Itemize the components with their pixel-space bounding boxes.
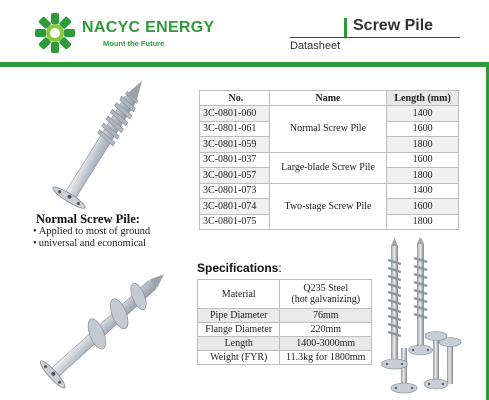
table-row bbox=[198, 323, 372, 337]
description-list bbox=[33, 226, 150, 250]
page-subtitle: Datasheet bbox=[290, 40, 341, 52]
model-no-cell: 3C-0801-061 bbox=[200, 121, 270, 137]
spec-label: Flange Diameter bbox=[198, 323, 280, 337]
specifications-table bbox=[197, 279, 372, 365]
spec-label: Material bbox=[198, 280, 280, 309]
specifications-title bbox=[197, 261, 282, 275]
spec-value: 76mm bbox=[280, 309, 372, 323]
model-no-cell: 3C-0801-037 bbox=[200, 152, 270, 168]
normal-screw-pile-image bbox=[25, 70, 185, 210]
spec-value bbox=[280, 280, 372, 309]
model-name-cell: Normal Screw Pile bbox=[269, 106, 386, 153]
screw-piles-photo bbox=[375, 238, 483, 398]
model-no-cell: 3C-0801-075 bbox=[200, 214, 270, 230]
table-header-row bbox=[200, 91, 459, 106]
table-row bbox=[198, 280, 372, 309]
spec-value: 1400-3000mm bbox=[280, 337, 372, 351]
length-cell: 1400 bbox=[387, 106, 459, 122]
description-title: Normal Screw Pile: bbox=[36, 212, 140, 226]
brand-name: NACYC ENERGY bbox=[82, 19, 215, 36]
model-no-cell: 3C-0801-057 bbox=[200, 168, 270, 184]
model-no-cell: 3C-0801-074 bbox=[200, 199, 270, 215]
table-row bbox=[198, 351, 372, 365]
title-accent-bar bbox=[344, 18, 347, 38]
model-no-cell: 3C-0801-060 bbox=[200, 106, 270, 122]
column-header-name: Name bbox=[269, 91, 386, 106]
length-cell: 1600 bbox=[387, 199, 459, 215]
title-divider bbox=[290, 37, 460, 38]
table-row bbox=[200, 106, 459, 122]
specifications-title-text: Specifications bbox=[197, 261, 279, 275]
brand-tagline: Mount the Future bbox=[103, 39, 165, 48]
spec-label: Weight (FYR) bbox=[198, 351, 280, 365]
spec-value: 220mm bbox=[280, 323, 372, 337]
column-header-length: Length (mm) bbox=[387, 91, 459, 106]
length-cell: 1400 bbox=[387, 183, 459, 199]
spec-value-line: Q235 Steel bbox=[303, 283, 349, 294]
two-stage-screw-pile-image bbox=[25, 258, 185, 398]
table-row bbox=[200, 183, 459, 199]
length-cell: 1600 bbox=[387, 121, 459, 137]
header-band bbox=[0, 62, 489, 67]
spec-label: Length bbox=[198, 337, 280, 351]
length-cell: 1800 bbox=[387, 168, 459, 184]
length-cell: 1800 bbox=[387, 214, 459, 230]
model-no-cell: 3C-0801-059 bbox=[200, 137, 270, 153]
page-title: Screw Pile bbox=[353, 17, 434, 34]
description-bullet: • universal and economical bbox=[33, 238, 150, 250]
model-name-cell: Two-stage Screw Pile bbox=[269, 183, 386, 230]
model-name-cell: Large-blade Screw Pile bbox=[269, 152, 386, 183]
models-table bbox=[199, 90, 459, 230]
spec-label: Pipe Diameter bbox=[198, 309, 280, 323]
spec-value: 11.3kg for 1800mm bbox=[280, 351, 372, 365]
table-row bbox=[200, 152, 459, 168]
table-row bbox=[198, 309, 372, 323]
length-cell: 1800 bbox=[387, 137, 459, 153]
model-no-cell: 3C-0801-073 bbox=[200, 183, 270, 199]
logo-icon bbox=[34, 12, 76, 54]
page-header bbox=[0, 0, 489, 66]
specifications-title-colon: : bbox=[278, 261, 282, 275]
length-cell: 1600 bbox=[387, 152, 459, 168]
spec-value-line: (hot galvanizing) bbox=[291, 294, 361, 305]
table-row bbox=[198, 337, 372, 351]
column-header-no: No. bbox=[200, 91, 270, 106]
description-bullet: • Applied to most of ground bbox=[33, 226, 150, 238]
